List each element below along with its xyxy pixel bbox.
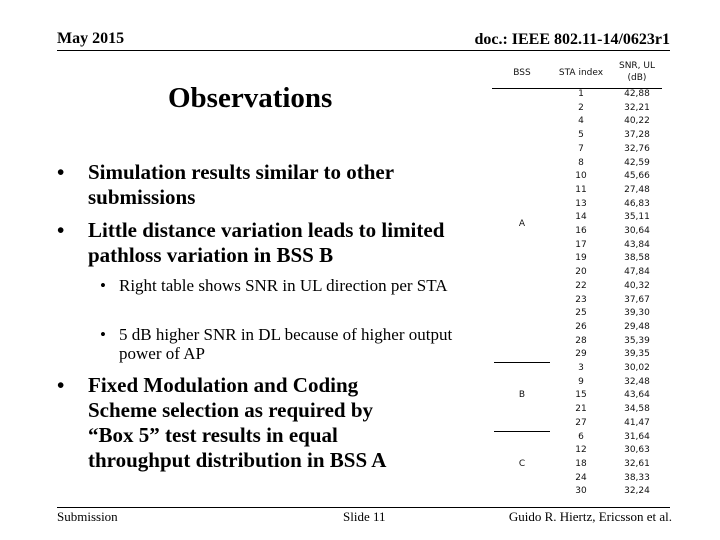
sta-index-cell: 30 (575, 486, 587, 497)
bullet-glyph: • (57, 218, 65, 242)
footer-rule (57, 507, 670, 508)
sta-index-cell: 13 (575, 198, 587, 209)
sub-bullet-glyph: • (100, 325, 106, 344)
sta-index-cell: 25 (575, 308, 587, 319)
bullet-glyph: • (57, 160, 65, 184)
bullet-3-text: Fixed Modulation and Coding Scheme selection as required by “Box 5” test results in equal throughput distribution in BSS A (88, 373, 387, 472)
snr-cell: 42,59 (624, 157, 650, 168)
sta-index-cell: 8 (578, 157, 584, 168)
sta-index-cell: 29 (575, 349, 587, 360)
sta-index-cell: 7 (578, 143, 584, 154)
sta-index-cell: 24 (575, 472, 587, 483)
snr-cell: 39,35 (624, 349, 650, 360)
sub-bullet-1-text: Right table shows SNR in UL direction per STA (119, 276, 448, 295)
snr-cell: 45,66 (624, 171, 650, 182)
snr-cell: 47,84 (624, 267, 650, 278)
sta-index-cell: 9 (578, 376, 584, 387)
sta-index-cell: 3 (578, 363, 584, 373)
sta-index-cell: 5 (578, 130, 584, 141)
snr-cell: 38,58 (624, 253, 650, 264)
sta-index-cell: 23 (575, 294, 587, 305)
sta-index-cell: 4 (578, 116, 584, 127)
snr-cell: 29,48 (624, 321, 650, 332)
snr-cell: 43,84 (624, 239, 650, 250)
sta-index-cell: 22 (575, 280, 587, 291)
sta-index-cell: 18 (575, 458, 587, 469)
sta-index-cell: 26 (575, 321, 587, 332)
footer-submission: Submission (57, 509, 118, 524)
header-doc-id: doc.: IEEE 802.11-14/0623r1 (474, 31, 670, 48)
snr-cell: 30,64 (624, 226, 650, 236)
snr-cell: 32,76 (624, 143, 650, 154)
bss-group-label: C (518, 458, 526, 469)
bss-group-divider (494, 362, 550, 363)
sta-index-cell: 19 (575, 253, 587, 264)
bullet-1-text: Simulation results similar to other submissions (88, 160, 394, 209)
snr-cell: 41,47 (624, 417, 650, 428)
table-header-sta-index: STA index (558, 68, 604, 78)
snr-cell: 43,64 (624, 390, 650, 401)
bss-group-label: B (518, 390, 526, 401)
sta-index-cell: 20 (575, 267, 587, 278)
snr-cell: 32,24 (624, 486, 650, 497)
sub-bullet-2-text: 5 dB higher SNR in DL because of higher output power of AP (119, 325, 453, 363)
snr-cell: 34,58 (624, 404, 650, 415)
sta-index-cell: 27 (575, 417, 587, 428)
sta-index-cell: 14 (575, 212, 587, 223)
snr-cell: 32,48 (624, 376, 650, 387)
snr-cell: 40,32 (624, 280, 650, 291)
table-header-bss: BSS (513, 68, 531, 78)
table-header-snr: SNR, UL (dB) (618, 61, 656, 83)
sta-index-cell: 16 (575, 226, 587, 236)
snr-cell: 39,30 (624, 308, 650, 319)
sta-index-cell: 10 (575, 171, 587, 182)
header-date: May 2015 (57, 30, 125, 47)
sta-index-cell: 15 (575, 390, 587, 401)
sta-index-cell: 28 (575, 335, 587, 346)
snr-cell: 35,39 (624, 335, 650, 346)
bss-group-label: A (518, 219, 526, 229)
slide-title: Observations (168, 82, 333, 114)
snr-cell: 32,21 (624, 102, 650, 113)
sub-bullet-glyph: • (100, 276, 106, 295)
sta-index-cell: 2 (578, 102, 584, 113)
sta-index-cell: 6 (578, 431, 584, 442)
sta-index-cell: 21 (575, 404, 587, 415)
sta-index-cell: 11 (575, 184, 587, 195)
bss-group-divider (494, 431, 550, 432)
snr-cell: 42,88 (624, 89, 650, 99)
snr-cell: 37,67 (624, 294, 650, 305)
snr-cell: 35,11 (624, 212, 650, 223)
snr-cell: 30,02 (624, 363, 650, 373)
sta-index-cell: 12 (575, 445, 587, 456)
sta-index-cell: 17 (575, 239, 587, 250)
snr-cell: 27,48 (624, 184, 650, 195)
snr-cell: 32,61 (624, 458, 650, 469)
snr-cell: 30,63 (624, 445, 650, 456)
bullet-glyph: • (57, 373, 65, 397)
snr-cell: 46,83 (624, 198, 650, 209)
snr-cell: 31,64 (624, 431, 650, 442)
bullet-2-text: Little distance variation leads to limited pathloss variation in BSS B (88, 218, 445, 267)
snr-cell: 40,22 (624, 116, 650, 127)
snr-cell: 38,33 (624, 472, 650, 483)
sta-index-cell: 1 (578, 89, 584, 99)
footer-slide-number: Slide 11 (343, 509, 386, 524)
snr-cell: 37,28 (624, 130, 650, 141)
footer-author: Guido R. Hiertz, Ericsson et al. (508, 509, 672, 524)
